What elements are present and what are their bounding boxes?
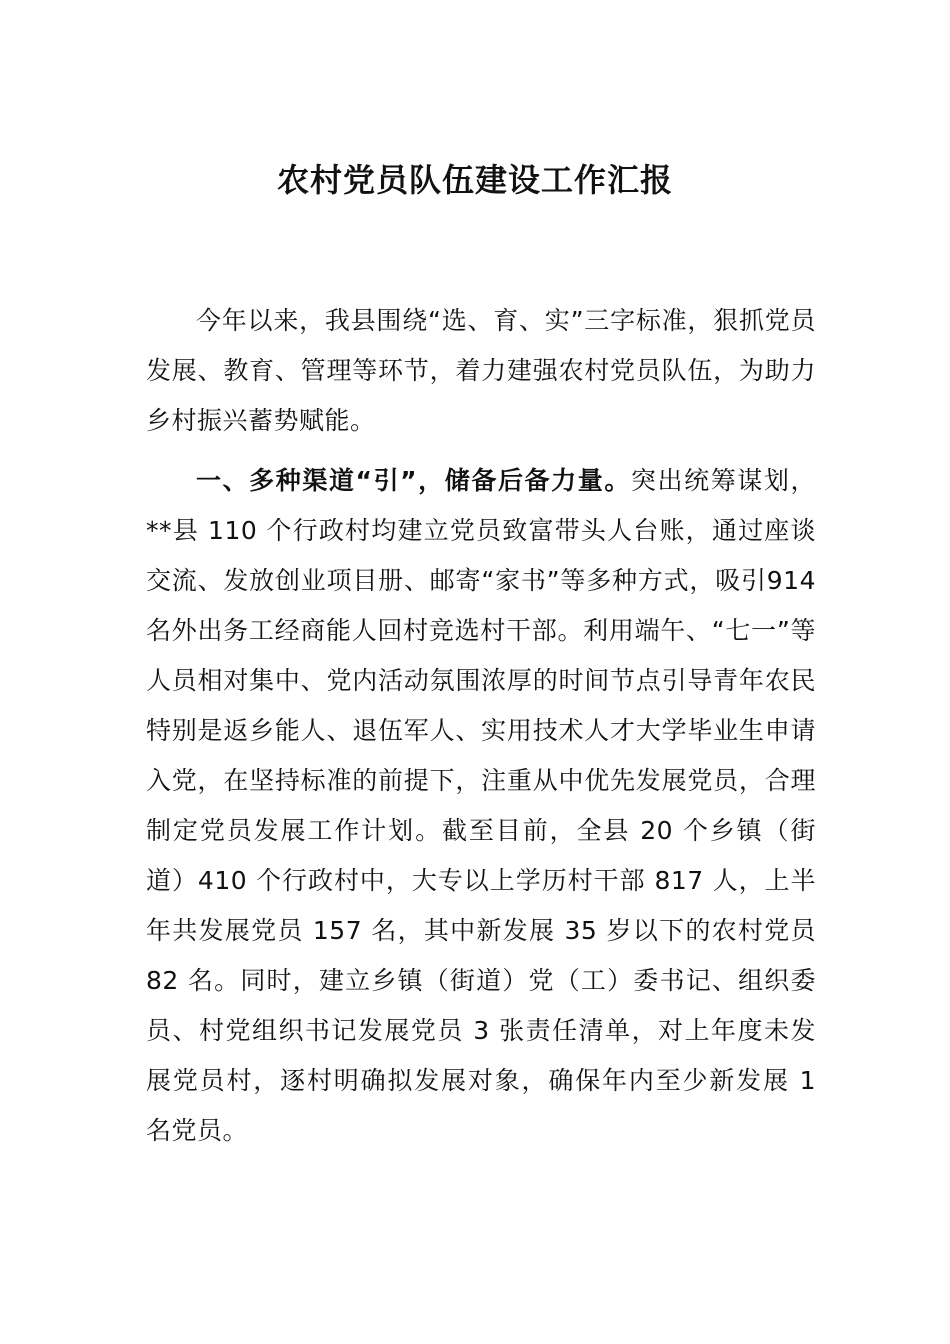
paragraph-section-1 <box>146 456 816 1156</box>
section-1-heading: 一、多种渠道“引”，储备后备力量。 <box>196 466 631 495</box>
section-1-body: 突出统筹谋划，**县 110 个行政村均建立党员致富带头人台账，通过座谈交流、发放创业项目册、邮寄“家书”等多种方式，吸引914 名外出务工经商能人回村竞选村干部。利用端午、“七一”等人员相对集中、党内活动氛围浓厚的时间节点引导青年农民特别是返乡能人、退伍军人、实用技术人才大学毕业生申请入党，在坚持标准的前提下，注重从中优先发展党员，合理制定党员发展工作计划。截至目前，全县 20 个乡镇（街道）410 个行政村中，大专以上学历村干部 817 人，上半年共发展党员 157 名，其中新发展 35 岁以下的农村党员 82 名。同时，建立乡镇（街道）党（工）委书记、组织委员、村党组织书记发展党员 3 张责任清单，对上年度未发展党员村，逐村明确拟发展对象，确保年内至少新发展 1 名党员。 <box>146 466 816 1145</box>
paragraph-intro-text: 今年以来，我县围绕“选、育、实”三字标准，狠抓党员发展、教育、管理等环节，着力建强农村党员队伍，为助力乡村振兴蓄势赋能。 <box>146 306 816 435</box>
document-title: 农村党员队伍建设工作汇报 <box>276 161 673 199</box>
paragraph-intro <box>146 296 816 446</box>
